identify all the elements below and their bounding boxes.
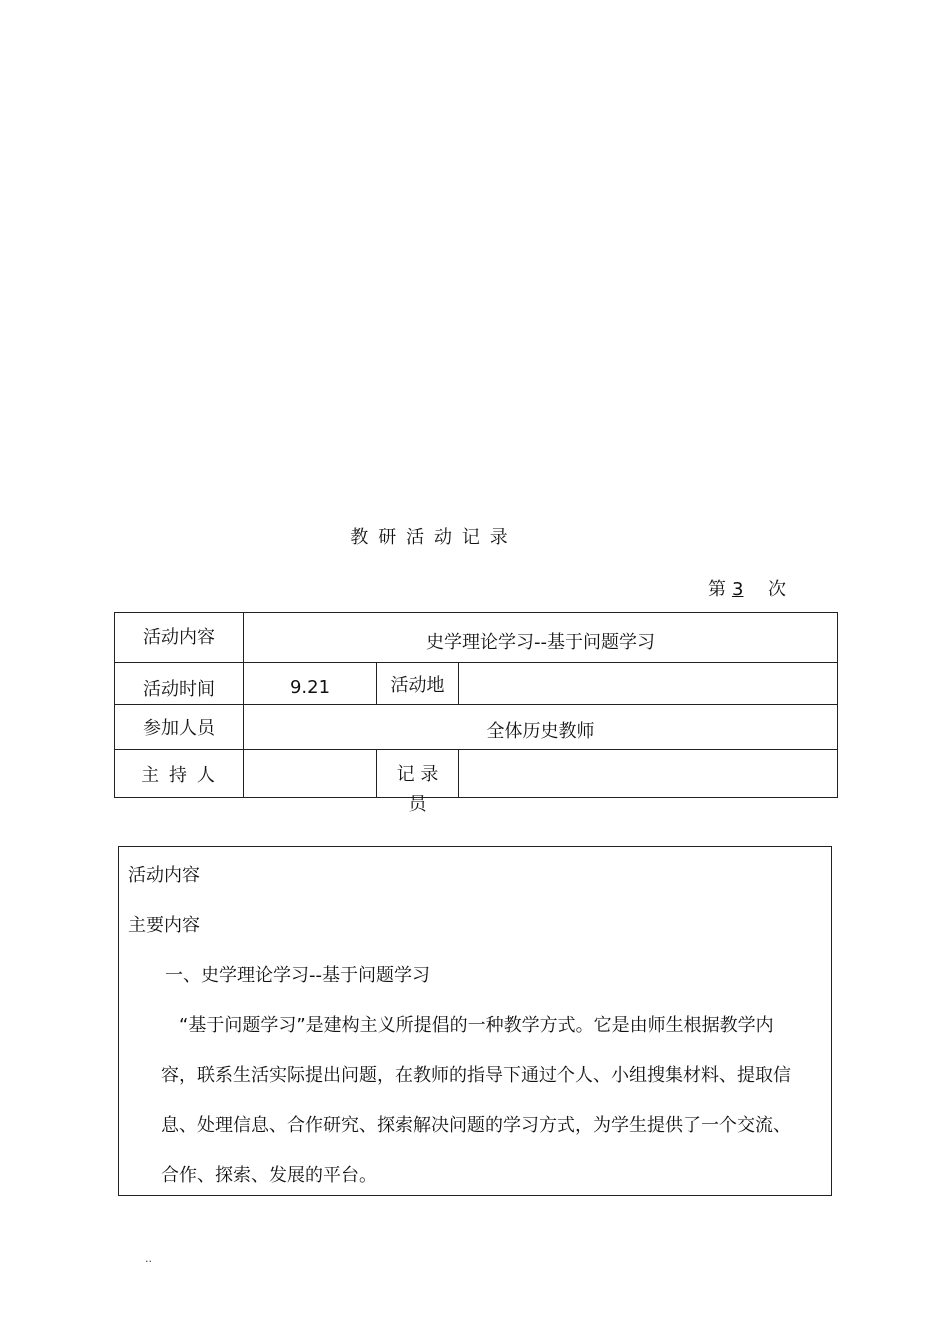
activity-info-table bbox=[114, 612, 838, 815]
content-subheading: 主要内容 bbox=[128, 915, 200, 936]
content-value: 史学理论学习--基于问题学习 bbox=[244, 613, 838, 663]
table-row bbox=[115, 750, 838, 798]
page-title: 教研活动记录 bbox=[350, 527, 518, 548]
participants-value: 全体历史教师 bbox=[244, 705, 838, 750]
host-value bbox=[244, 750, 377, 798]
recorder-label-line1: 记 录 bbox=[396, 764, 439, 785]
table-row bbox=[115, 613, 838, 663]
activity-content-box bbox=[118, 846, 832, 1196]
paragraph-line: 息、处理信息、合作研究、探索解决问题的学习方式，为学生提供了一个交流、 bbox=[161, 1115, 791, 1136]
sequence-prefix: 第 bbox=[708, 579, 726, 600]
sequence-value: 3 bbox=[732, 579, 744, 600]
place-label: 活动地 bbox=[377, 663, 459, 705]
host-label: 主持人 bbox=[115, 750, 244, 798]
place-value bbox=[459, 663, 838, 705]
section-heading: 一、史学理论学习--基于问题学习 bbox=[165, 965, 430, 986]
recorder-label bbox=[377, 750, 459, 815]
table-row bbox=[115, 663, 838, 705]
time-label: 活动时间 bbox=[115, 663, 244, 705]
sequence-suffix: 次 bbox=[768, 579, 786, 600]
recorder-label-line2: 员 bbox=[408, 794, 427, 815]
content-heading: 活动内容 bbox=[128, 865, 200, 886]
participants-label: 参加人员 bbox=[115, 705, 244, 750]
content-label: 活动内容 bbox=[115, 613, 244, 663]
footer-mark: .. bbox=[145, 1252, 152, 1265]
time-value: 9.21 bbox=[244, 663, 377, 705]
sequence-number bbox=[708, 575, 786, 601]
paragraph-line: 合作、探索、发展的平台。 bbox=[161, 1165, 377, 1186]
paragraph-line: “基于问题学习”是建构主义所提倡的一种教学方式。它是由师生根据教学内 bbox=[179, 1015, 774, 1036]
table-row bbox=[115, 705, 838, 750]
recorder-value bbox=[459, 750, 838, 798]
paragraph-line: 容，联系生活实际提出问题，在教师的指导下通过个人、小组搜集材料、提取信 bbox=[161, 1065, 791, 1086]
